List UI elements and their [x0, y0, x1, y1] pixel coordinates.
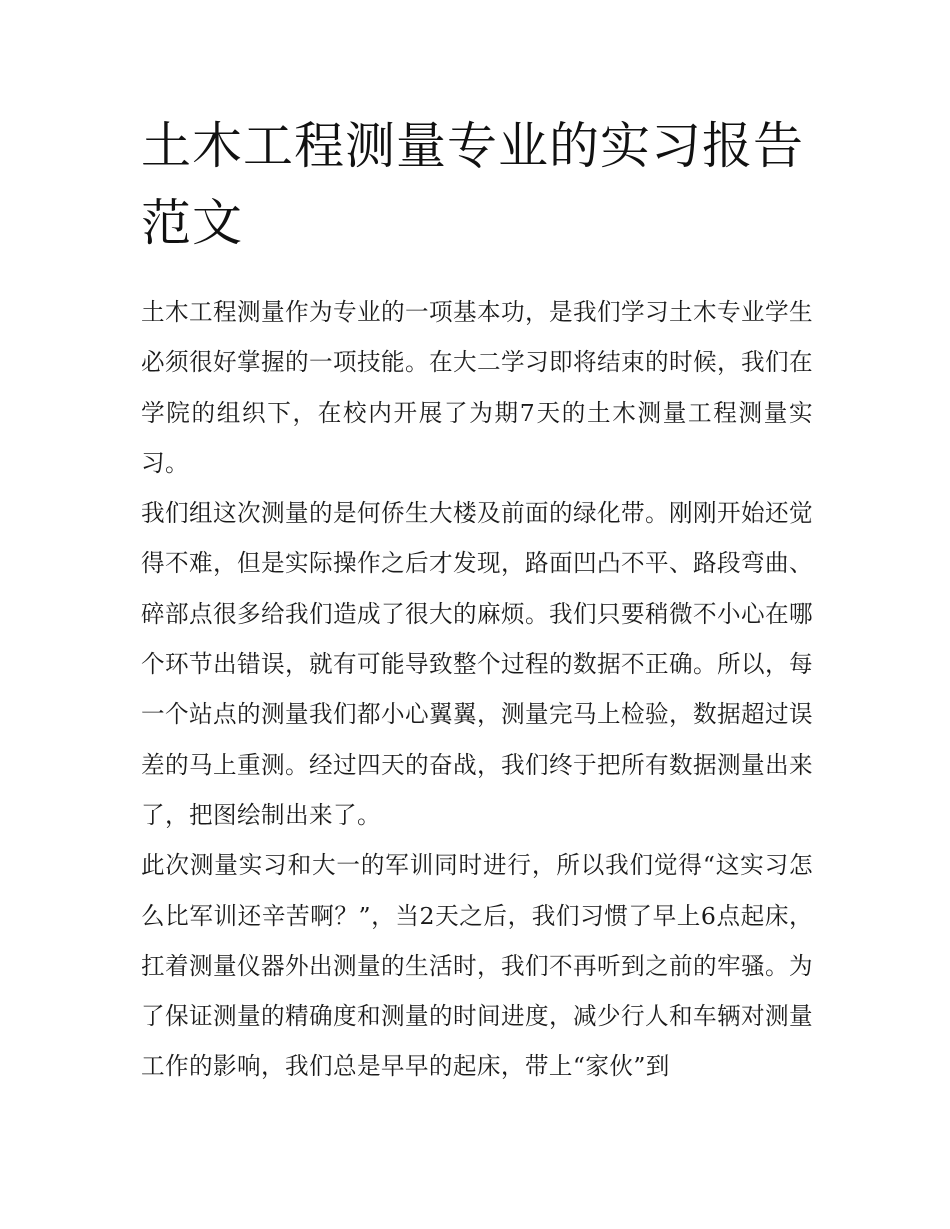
paragraph-survey-site: 我们组这次测量的是何侨生大楼及前面的绿化带。刚刚开始还觉得不难，但是实际操作之后才发现，路面凹凸不平、路段弯曲、碎部点很多给我们造成了很大的麻烦。我们只要稍微不小心在哪个环节出错误，就有可能导致整个过程的数据不正确。所以，每一个站点的测量我们都小心翼翼，测量完马上检验，数据超过误差的马上重测。经过四天的奋战，我们终于把所有数据测量出来了，把图绘制出来了。 [141, 499, 813, 829]
paragraph-military-training: 此次测量实习和大一的军训同时进行，所以我们觉得“这实习怎么比军训还辛苦啊？”，当2天之后，我们习惯了早上6点起床，扛着测量仪器外出测量的生活时，我们不再听到之前的牢骚。为了保证测量的精确度和测量的时间进度，减少行人和车辆对测量工作的影响，我们总是早早的起床，带上“家伙”到 [141, 851, 813, 1081]
document-title: 土木工程测量专业的实习报告范文 [141, 117, 804, 252]
paragraph-intro: 土木工程测量作为专业的一项基本功，是我们学习土木专业学生必须很好掌握的一项技能。在大二学习即将结束的时候，我们在学院的组织下，在校内开展了为期7天的土木测量工程测量实习。 [141, 298, 813, 477]
document-body [141, 108, 813, 1092]
